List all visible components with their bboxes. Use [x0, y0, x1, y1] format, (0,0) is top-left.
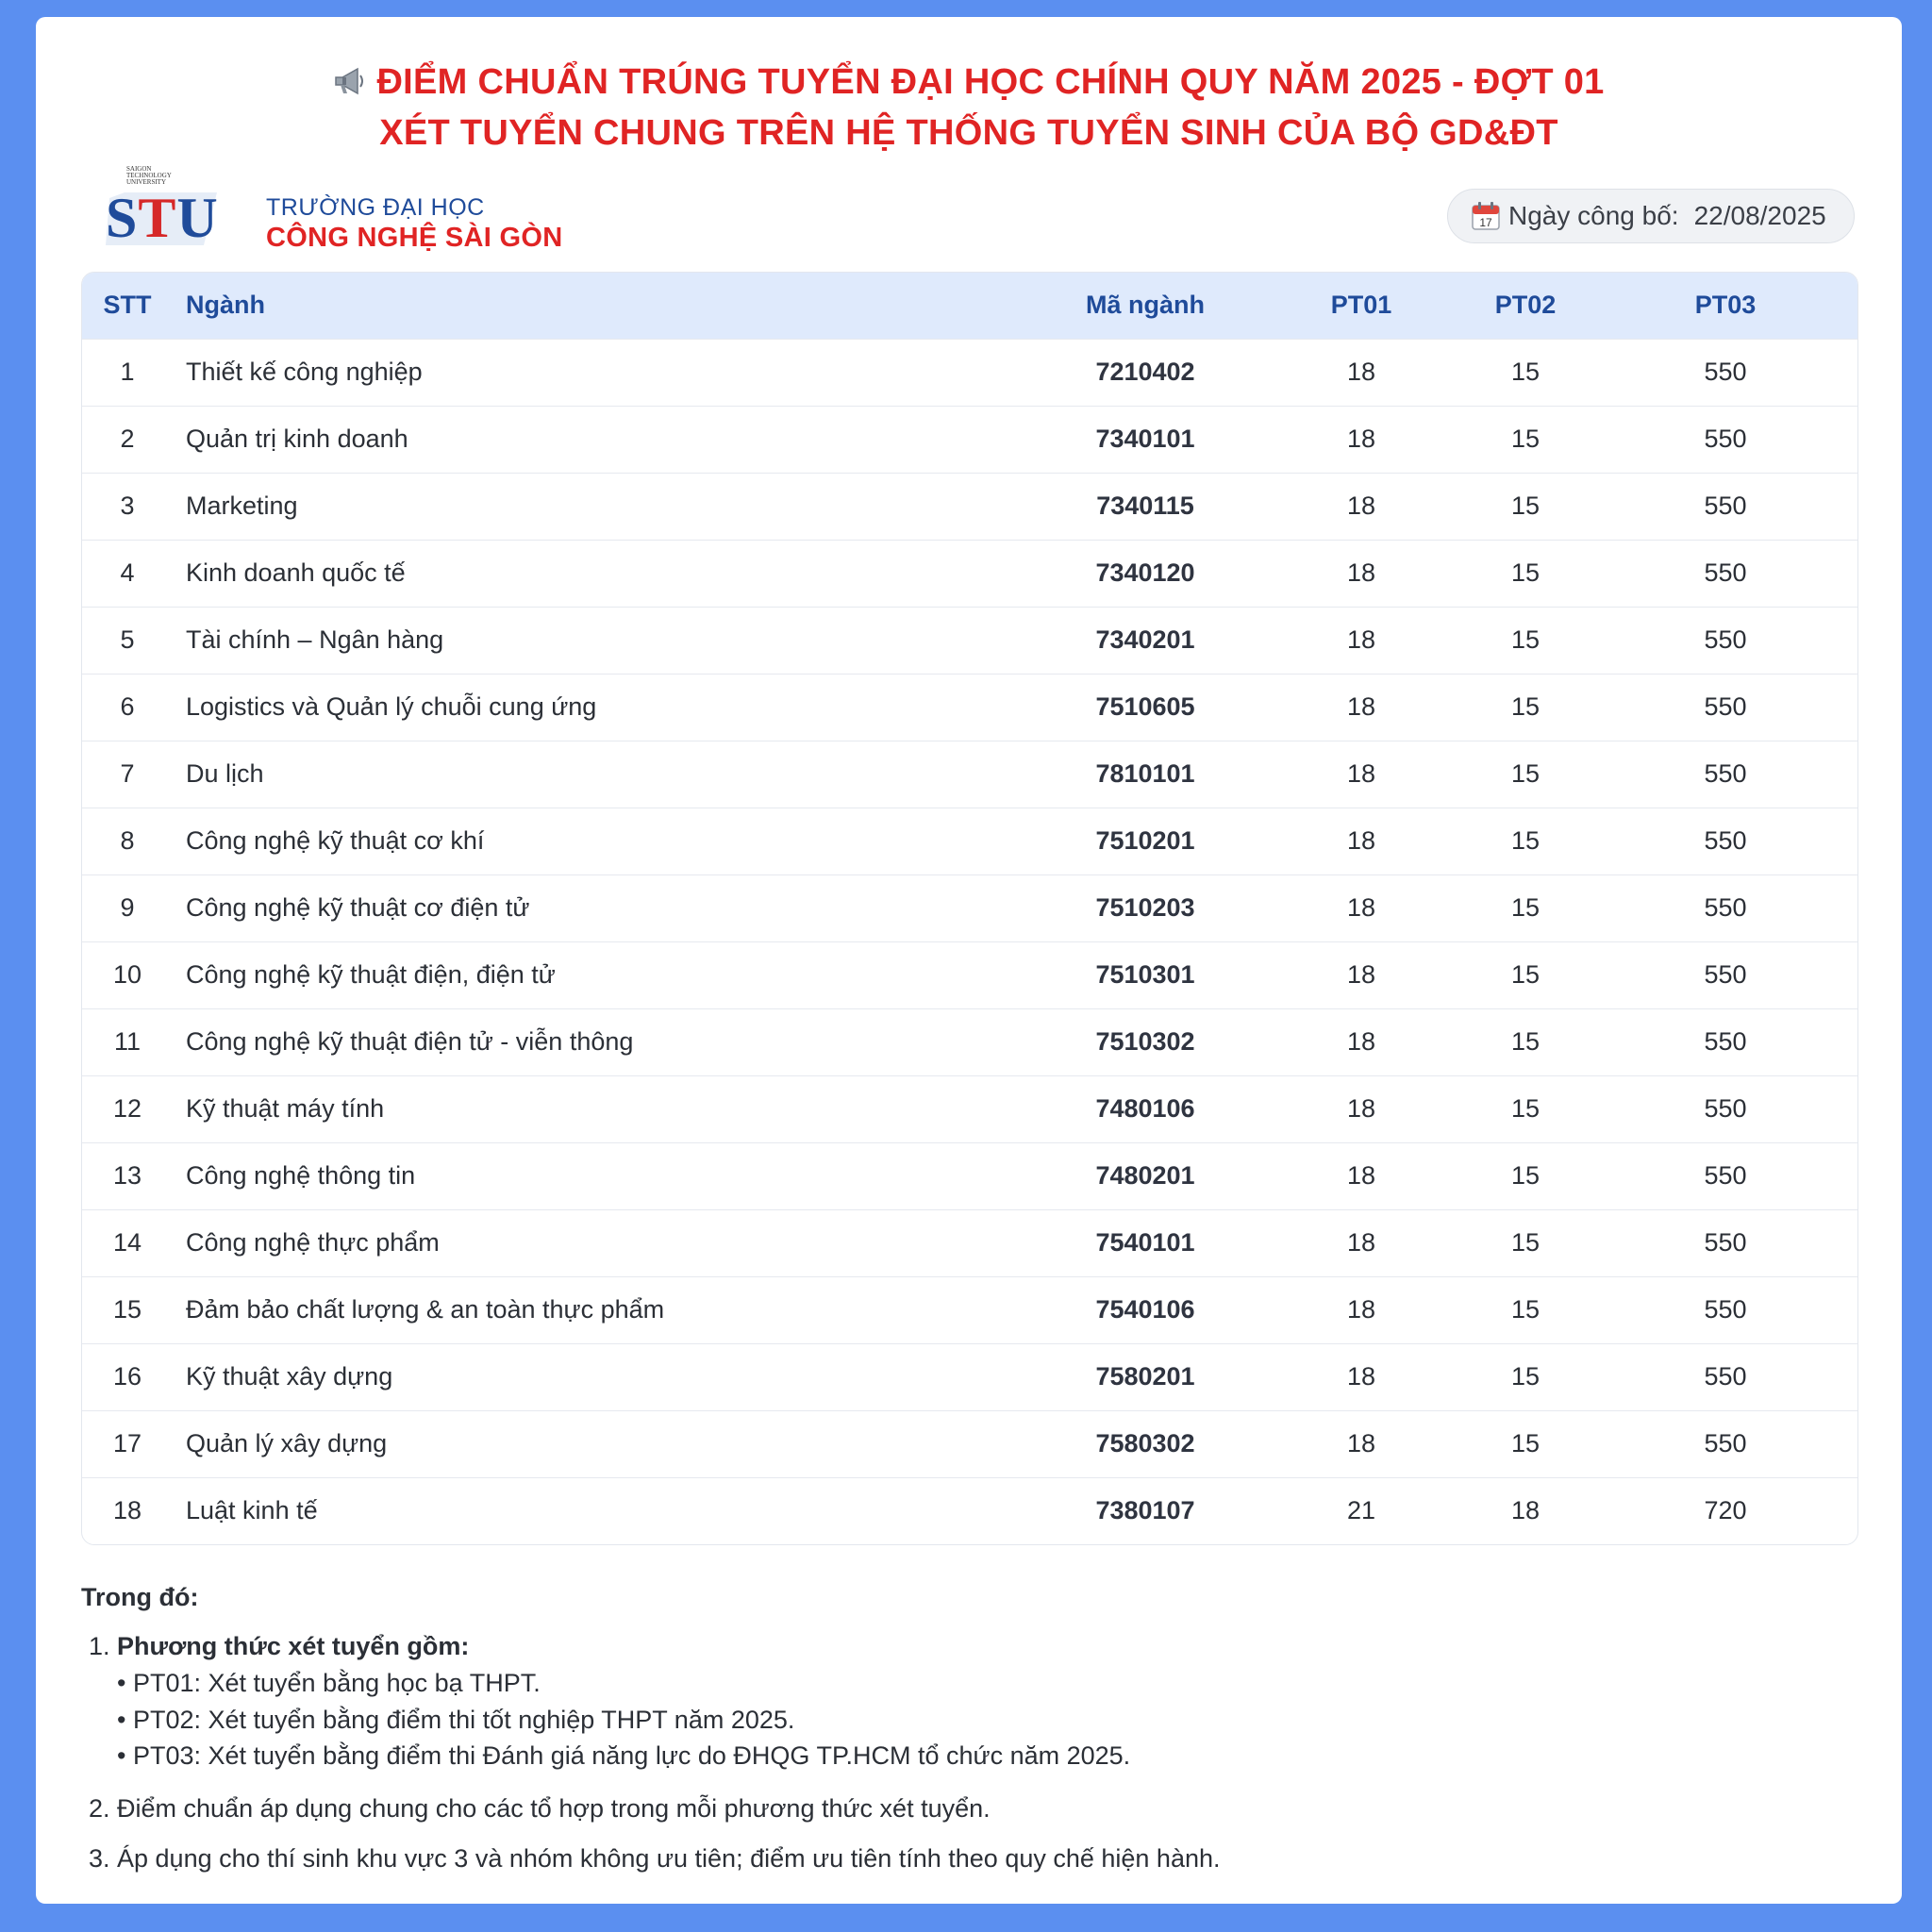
cell-code: 7810101 [1095, 759, 1195, 788]
cell-stt: 6 [120, 692, 135, 721]
cell-pt03: 550 [1704, 1027, 1747, 1056]
cell-stt: 18 [112, 1496, 142, 1525]
table-row [82, 1276, 1857, 1343]
cell-pt02: 15 [1510, 1161, 1541, 1190]
cell-pt02: 15 [1510, 558, 1541, 587]
cell-stt: 3 [120, 491, 135, 520]
cell-pt02: 15 [1510, 1429, 1541, 1457]
page-title-line2: XÉT TUYỂN CHUNG TRÊN HỆ THỐNG TUYỂN SINH CỦA BỘ GD&ĐT [379, 113, 1558, 153]
table-row [82, 674, 1857, 741]
publish-date-badge [1447, 189, 1855, 243]
cell-name: Công nghệ kỹ thuật cơ điện tử [186, 893, 530, 922]
cell-pt01: 18 [1346, 358, 1376, 386]
cell-stt: 15 [112, 1295, 142, 1324]
cell-stt: 8 [120, 826, 135, 855]
cell-code: 7340101 [1095, 425, 1195, 453]
table-row [82, 1343, 1857, 1410]
cell-name: Đảm bảo chất lượng & an toàn thực phẩm [186, 1295, 665, 1324]
cell-code: 7510605 [1095, 692, 1195, 721]
logo-mark [106, 149, 257, 262]
note-bullet-pt02: • PT02: Xét tuyển bằng điểm thi tốt nghiệp THPT năm 2025. [117, 1706, 795, 1734]
cell-code: 7540106 [1095, 1295, 1195, 1324]
cell-code: 7380107 [1095, 1496, 1195, 1525]
table-row [82, 1410, 1857, 1477]
cell-pt02: 15 [1510, 826, 1541, 855]
note-item-3: 3. Áp dụng cho thí sinh khu vực 3 và nhóm không ưu tiên; điểm ưu tiên tính theo quy chế hiện hành. [89, 1844, 1221, 1873]
cell-name: Công nghệ thực phẩm [186, 1228, 440, 1257]
cell-pt02: 15 [1510, 1362, 1541, 1391]
table-row [82, 808, 1857, 874]
header-pt03: PT03 [1694, 291, 1757, 320]
header-pt01: PT01 [1330, 291, 1392, 320]
cell-pt01: 18 [1346, 625, 1376, 654]
cell-pt01: 18 [1346, 1362, 1376, 1391]
logo-line2: CÔNG NGHỆ SÀI GÒN [266, 223, 563, 253]
cell-pt03: 550 [1704, 826, 1747, 855]
logo-letters [106, 187, 219, 249]
cell-name: Quản trị kinh doanh [186, 425, 408, 453]
cell-pt01: 18 [1346, 960, 1376, 989]
table-row [82, 874, 1857, 941]
cell-code: 7480106 [1095, 1094, 1195, 1123]
cell-name: Công nghệ kỹ thuật điện tử - viễn thông [186, 1027, 634, 1056]
cell-pt03: 550 [1704, 692, 1747, 721]
cell-name: Công nghệ kỹ thuật điện, điện tử [186, 960, 556, 989]
cell-name: Thiết kế công nghiệp [186, 358, 423, 386]
cell-stt: 9 [120, 893, 135, 922]
cell-pt02: 15 [1510, 1295, 1541, 1324]
cell-code: 7510302 [1095, 1027, 1195, 1056]
cell-name: Luật kinh tế [186, 1496, 318, 1525]
cell-pt02: 15 [1510, 358, 1541, 386]
cell-stt: 7 [120, 759, 135, 788]
logo-letter-t: T [138, 187, 177, 249]
cell-name: Kinh doanh quốc tế [186, 558, 406, 587]
cell-pt03: 550 [1704, 425, 1747, 453]
note-bullet-pt03: • PT03: Xét tuyển bằng điểm thi Đánh giá năng lực do ĐHQG TP.HCM tổ chức năm 2025. [117, 1741, 1131, 1770]
publish-date: 22/08/2025 [1693, 201, 1826, 230]
cell-code: 7210402 [1095, 358, 1195, 386]
cell-pt03: 550 [1704, 1228, 1747, 1257]
table-body [82, 339, 1857, 1544]
cell-stt: 12 [112, 1094, 142, 1123]
cell-stt: 13 [112, 1161, 142, 1190]
header-stt: STT [103, 291, 152, 320]
cell-pt02: 18 [1510, 1496, 1541, 1525]
calendar-day: 17 [1479, 216, 1492, 229]
logo-letter-s: S [106, 187, 139, 249]
cell-code: 7480201 [1095, 1161, 1195, 1190]
table-header-row [82, 273, 1857, 339]
cell-pt03: 550 [1704, 358, 1747, 386]
cell-pt01: 18 [1346, 558, 1376, 587]
cell-pt03: 550 [1704, 1429, 1747, 1457]
cell-pt02: 15 [1510, 1027, 1541, 1056]
cell-code: 7580201 [1095, 1362, 1195, 1391]
table-row [82, 540, 1857, 607]
cell-pt02: 15 [1510, 491, 1541, 520]
cell-code: 7340120 [1095, 558, 1195, 587]
note-bullet-pt01: • PT01: Xét tuyển bằng học bạ THPT. [117, 1669, 541, 1697]
cell-pt02: 15 [1510, 1094, 1541, 1123]
cell-stt: 11 [113, 1027, 142, 1056]
cell-stt: 10 [112, 960, 142, 989]
header-name: Ngành [186, 291, 265, 320]
cell-code: 7510301 [1095, 960, 1195, 989]
cell-pt03: 720 [1704, 1496, 1747, 1525]
cell-pt01: 18 [1346, 1027, 1376, 1056]
logo-line1: TRƯỜNG ĐẠI HỌC [266, 194, 485, 221]
note-item-1 [89, 1632, 469, 1661]
cell-pt02: 15 [1510, 759, 1541, 788]
cell-pt03: 550 [1704, 1094, 1747, 1123]
cell-pt03: 550 [1704, 960, 1747, 989]
table-row [82, 339, 1857, 406]
cell-stt: 5 [120, 625, 135, 654]
table-row [82, 941, 1857, 1008]
cell-pt02: 15 [1510, 625, 1541, 654]
table-row [82, 1477, 1857, 1544]
cell-pt03: 550 [1704, 1295, 1747, 1324]
cell-pt01: 18 [1346, 893, 1376, 922]
cell-stt: 1 [120, 358, 135, 386]
cell-pt01: 18 [1346, 1295, 1376, 1324]
table-row [82, 1209, 1857, 1276]
cell-name: Logistics và Quản lý chuỗi cung ứng [186, 692, 597, 721]
cell-pt03: 550 [1704, 558, 1747, 587]
cell-pt02: 15 [1510, 960, 1541, 989]
table-row [82, 741, 1857, 808]
header-code: Mã ngành [1086, 291, 1205, 320]
header-pt02: PT02 [1494, 291, 1557, 320]
cell-stt: 14 [112, 1228, 142, 1257]
table-row [82, 1075, 1857, 1142]
table-row [82, 406, 1857, 473]
cell-code: 7580302 [1095, 1429, 1195, 1457]
cell-code: 7340115 [1096, 491, 1194, 520]
page-title-line1 [36, 62, 1902, 103]
table-row [82, 607, 1857, 674]
note-item-1-title: Phương thức xét tuyển gồm: [117, 1632, 470, 1660]
cell-name: Kỹ thuật xây dựng [186, 1362, 393, 1391]
cell-pt03: 550 [1704, 491, 1747, 520]
note-item-2: 2. Điểm chuẩn áp dụng chung cho các tổ hợp trong mỗi phương thức xét tuyển. [89, 1794, 991, 1823]
publish-label: Ngày công bố: [1508, 201, 1679, 230]
cell-pt03: 550 [1704, 759, 1747, 788]
cell-pt01: 18 [1346, 425, 1376, 453]
cell-pt03: 550 [1704, 625, 1747, 654]
cell-pt03: 550 [1704, 1362, 1747, 1391]
cell-name: Kỹ thuật máy tính [186, 1094, 385, 1123]
university-logo [106, 149, 596, 262]
logo-letter-u: U [176, 187, 219, 249]
megaphone-icon [333, 65, 369, 97]
title-line1-text: ĐIỂM CHUẨN TRÚNG TUYỂN ĐẠI HỌC CHÍNH QUY NĂM 2025 - ĐỢT 01 [376, 62, 1605, 102]
cell-name: Công nghệ kỹ thuật cơ khí [186, 826, 485, 855]
cell-pt02: 15 [1510, 692, 1541, 721]
cell-pt01: 18 [1346, 1429, 1376, 1457]
notes-heading: Trong đó: [81, 1583, 199, 1611]
cell-pt01: 18 [1346, 759, 1376, 788]
logo-tiny-text: SAIGON TECHNOLOGY UNIVERSITY [126, 165, 172, 186]
table-row [82, 473, 1857, 540]
cell-name: Marketing [186, 491, 298, 520]
cell-stt: 17 [112, 1429, 142, 1457]
cell-pt01: 21 [1346, 1496, 1376, 1525]
cell-stt: 16 [112, 1362, 142, 1391]
cell-name: Du lịch [186, 759, 264, 788]
cell-code: 7510203 [1095, 893, 1195, 922]
cell-pt01: 18 [1346, 1161, 1376, 1190]
cell-code: 7540101 [1095, 1228, 1195, 1257]
table-row [82, 1008, 1857, 1075]
cell-pt01: 18 [1346, 491, 1376, 520]
cell-pt01: 18 [1346, 1228, 1376, 1257]
cell-pt01: 18 [1346, 692, 1376, 721]
cell-pt03: 550 [1704, 893, 1747, 922]
cell-pt02: 15 [1510, 425, 1541, 453]
cutoff-table [81, 272, 1858, 1545]
cell-pt02: 15 [1510, 1228, 1541, 1257]
calendar-icon [1471, 201, 1501, 231]
cell-name: Công nghệ thông tin [186, 1161, 416, 1190]
announcement-card [36, 17, 1902, 1904]
cell-pt03: 550 [1704, 1161, 1747, 1190]
cell-pt02: 15 [1510, 893, 1541, 922]
cell-stt: 4 [120, 558, 135, 587]
cell-code: 7340201 [1095, 625, 1195, 654]
cell-name: Tài chính – Ngân hàng [186, 625, 444, 654]
table-row [82, 1142, 1857, 1209]
cell-stt: 2 [120, 425, 135, 453]
cell-pt01: 18 [1346, 826, 1376, 855]
cell-code: 7510201 [1095, 826, 1195, 855]
note-item-1-number: 1. [89, 1632, 110, 1660]
cell-name: Quản lý xây dựng [186, 1429, 388, 1457]
cell-pt01: 18 [1346, 1094, 1376, 1123]
